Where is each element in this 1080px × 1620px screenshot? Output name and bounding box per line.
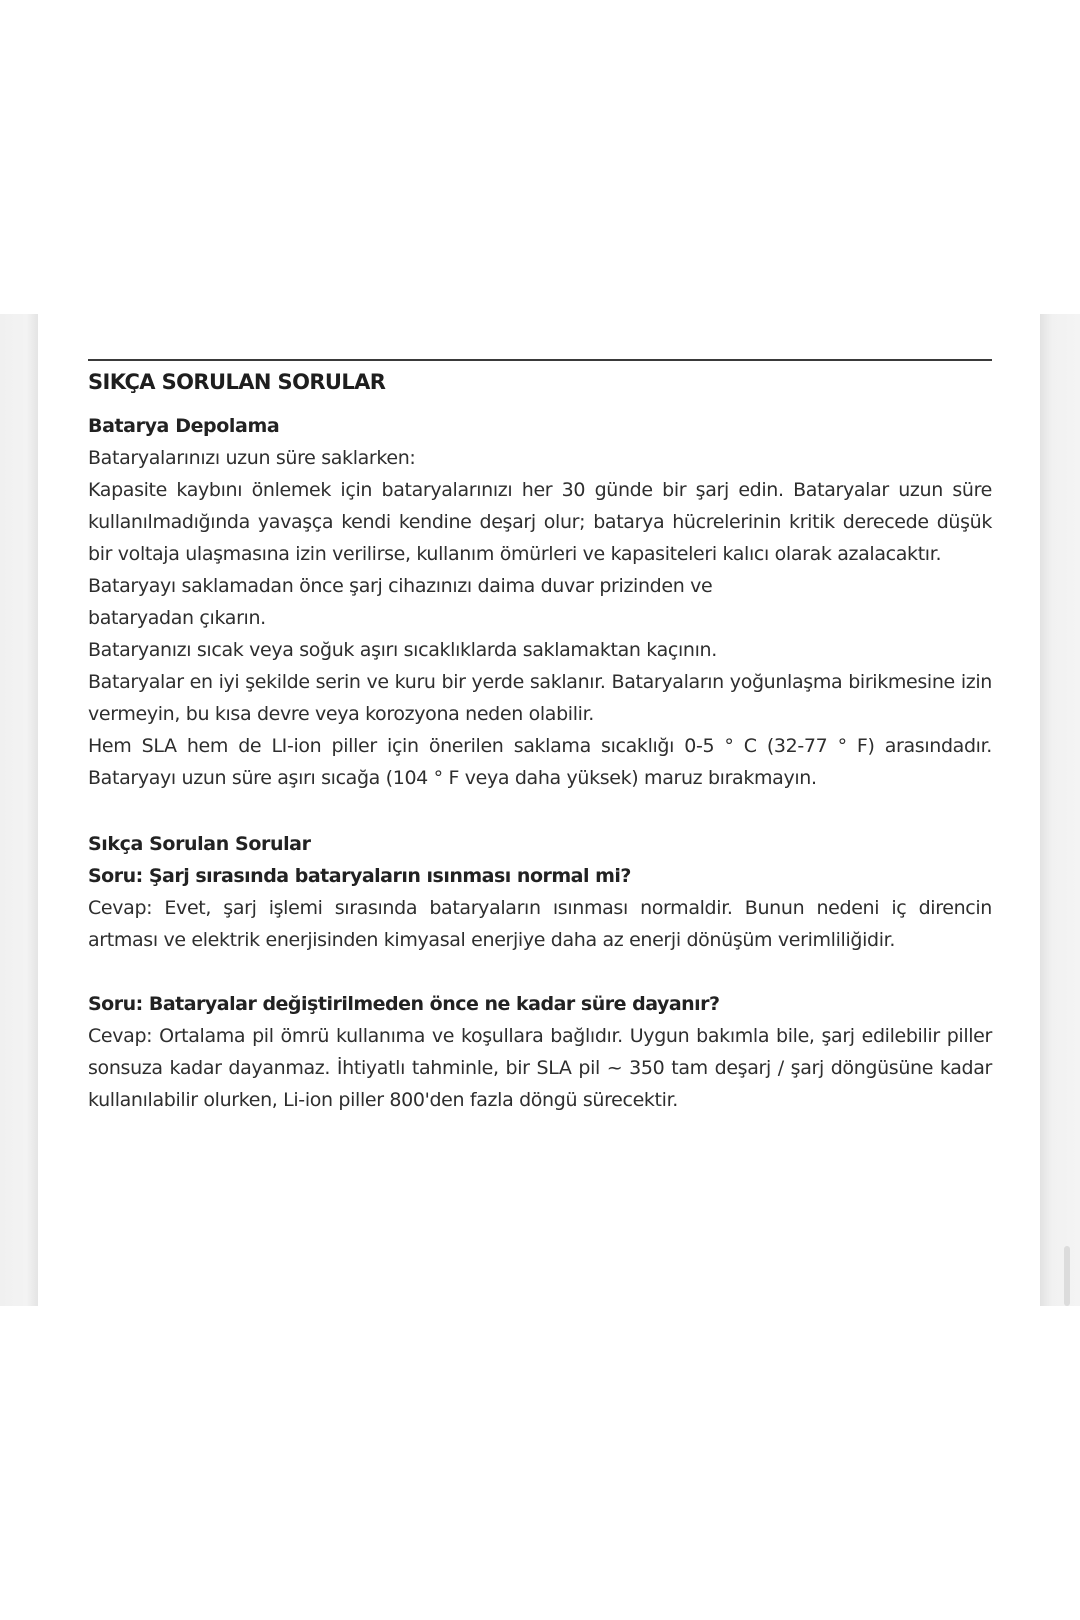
- storage-paragraph-2: Bataryayı saklamadan önce şarj cihazınızı daima duvar prizinden ve bataryadan çıkarın.: [88, 575, 713, 629]
- storage-paragraph-5: Hem SLA hem de LI-ion piller için önerilen saklama sıcaklığı 0-5 ° C (32-77 ° F) arasındadır. Bataryayı uzun süre aşırı sıcağa (104 ° F veya daha yüksek) maruz bırakmayın.: [88, 735, 992, 789]
- faq-question-2: Soru: Bataryalar değiştirilmeden önce ne kadar süre dayanır?: [88, 993, 720, 1015]
- document-page: [0, 314, 1080, 1306]
- scrollbar-thumb[interactable]: [1064, 1246, 1070, 1306]
- faq-heading: Sıkça Sorulan Sorular: [88, 833, 311, 855]
- title-divider: [88, 359, 992, 361]
- right-page-gutter: [1040, 314, 1080, 1306]
- storage-heading: Batarya Depolama: [88, 415, 280, 437]
- storage-paragraph-3: Bataryanızı sıcak veya soğuk aşırı sıcaklıklarda saklamaktan kaçının.: [88, 639, 717, 661]
- faq-answer-2: Cevap: Ortalama pil ömrü kullanıma ve koşullara bağlıdır. Uygun bakımla bile, şarj edilebilir piller sonsuza kadar dayanmaz. İhtiyatlı tahminle, bir SLA pil ~ 350 tam deşarj / şarj döngüsüne kadar kullanılabilir olurken, Li-ion piller 800'den fazla döngü sürecektir.: [88, 1025, 992, 1111]
- storage-paragraph-4: Bataryalar en iyi şekilde serin ve kuru bir yerde saklanır. Bataryaların yoğunlaşma birikmesine izin vermeyin, bu kısa devre veya korozyona neden olabilir.: [88, 671, 992, 725]
- storage-intro: Bataryalarınızı uzun süre saklarken:: [88, 447, 416, 469]
- document-title: SIKÇA SORULAN SORULAR: [88, 370, 386, 394]
- faq-answer-1: Cevap: Evet, şarj işlemi sırasında bataryaların ısınması normaldir. Bunun nedeni iç direncin artması ve elektrik enerjisinden kimyasal enerjiye daha az enerji dönüşüm verimliliğidir.: [88, 897, 992, 951]
- document-content: [88, 362, 992, 1116]
- storage-paragraph-1: Kapasite kaybını önlemek için bataryalarınızı her 30 günde bir şarj edin. Bataryalar uzun süre kullanılmadığında yavaşça kendi kendine deşarj olur; batarya hücrelerinin kritik derecede düşük bir voltaja ulaşmasına izin verilirse, kullanım ömürleri ve kapasiteleri kalıcı olarak azalacaktır.: [88, 479, 992, 565]
- faq-question-1: Soru: Şarj sırasında bataryaların ısınması normal mi?: [88, 865, 631, 887]
- left-page-gutter: [0, 314, 38, 1306]
